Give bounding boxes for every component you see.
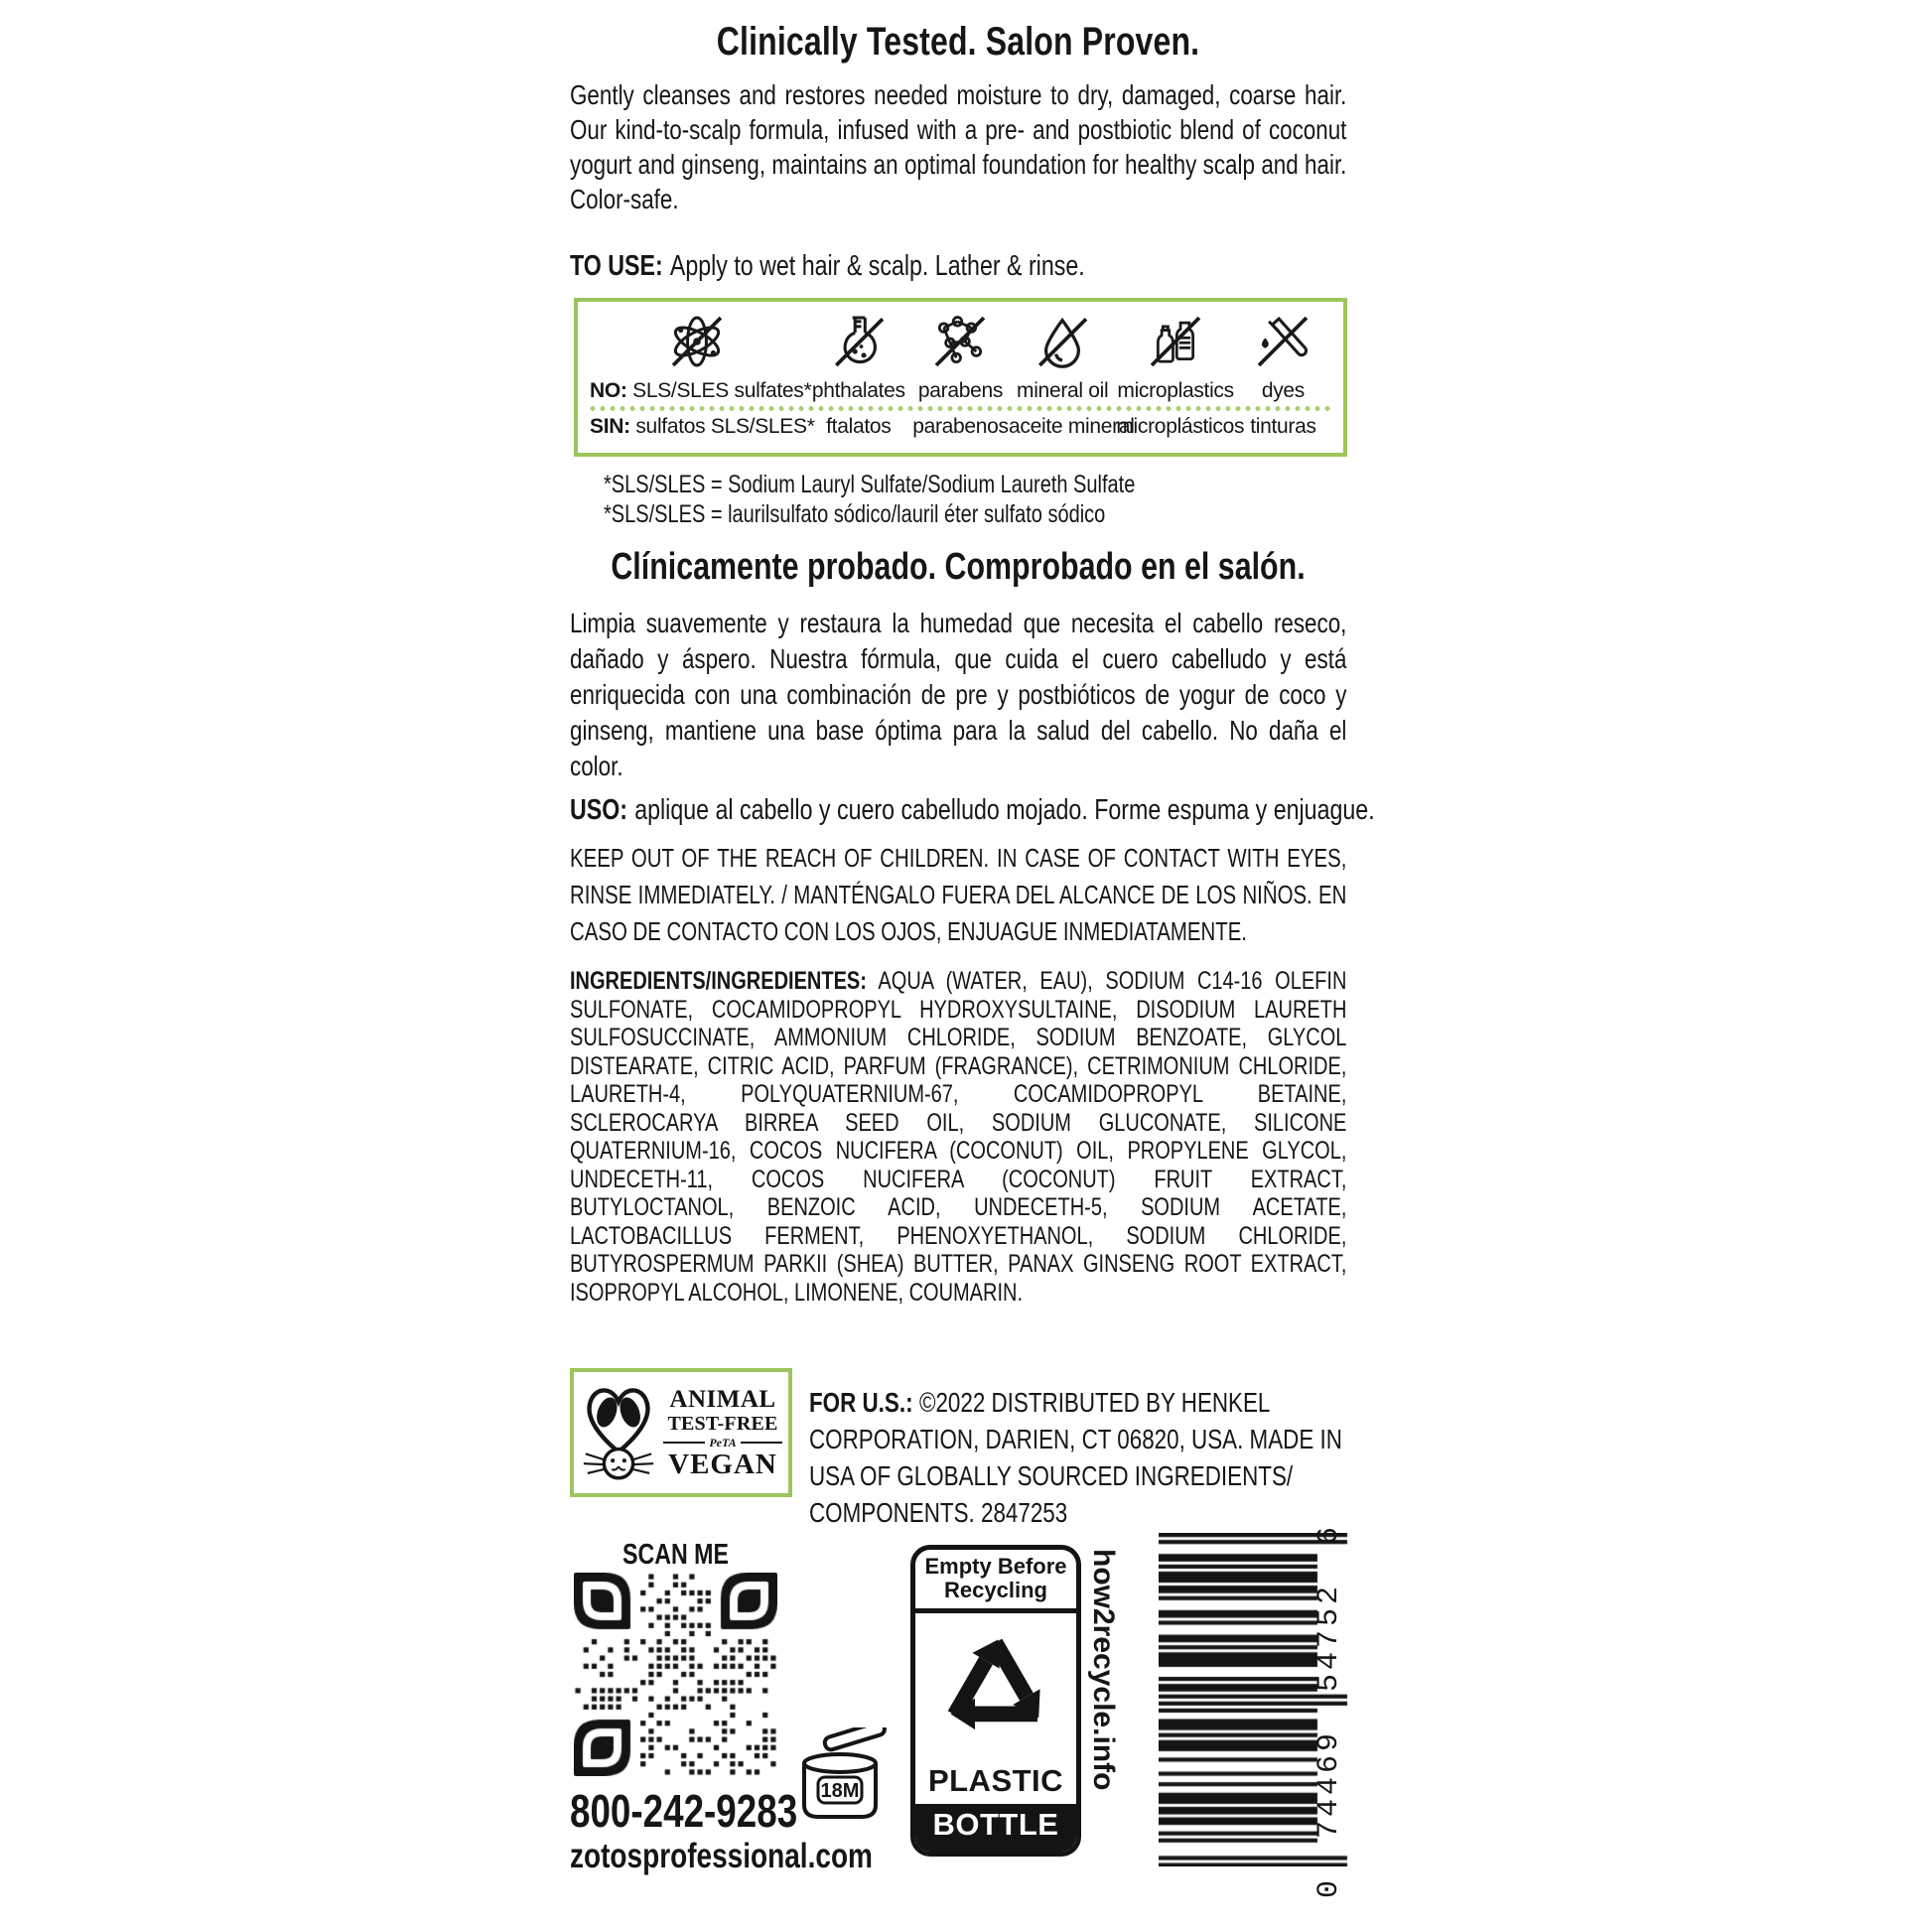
- how2recycle-url: how2recycle.info: [1087, 1549, 1120, 1791]
- distribution-statement: [809, 1384, 1349, 1531]
- claim-phthalates-es: ftalatos: [826, 415, 892, 438]
- website-url: zotosprofessional.com: [570, 1837, 873, 1875]
- no-label: NO:: [590, 379, 627, 402]
- scan-me-label: SCAN ME: [622, 1539, 729, 1571]
- peta-divider: [663, 1437, 782, 1449]
- animal-label: ANIMAL: [669, 1385, 776, 1413]
- qr-code: [574, 1573, 777, 1776]
- bottles-icon: [1116, 313, 1235, 370]
- free-from-icons-row: [590, 309, 1331, 374]
- ingredients-text: AQUA (WATER, EAU), SODIUM C14-16 OLEFIN SULFONATE, COCAMIDOPROPYL HYDROXYSULTAINE, DISODIUM LAURETH SULFOSUCCINATE, AMMONIUM CHLORIDE, SODIUM BENZOATE, GLYCOL DISTEARATE, CITRIC ACID, PARFUM (FRAGRANCE), CETRIMONIUM CHLORIDE, LAURETH-4, POLYQUATERNIUM-67, COCAMIDOPROPYL BETAINE, SCLEROCARYA BIRREA SEED OIL, SODIUM GLUCONATE, SILICONE QUATERNIUM-16, COCOS NUCIFERA (COCONUT) OIL, PROPYLENE GLYCOL, UNDECETH-11, COCOS NUCIFERA (COCONUT) FRUIT EXTRACT, BUTYLOCTANOL, BENZOIC ACID, UNDECETH-5, SODIUM ACETATE, LACTOBACILLUS FERMENT, PHENOXYETHANOL, SODIUM CHLORIDE, BUTYROSPERMUM PARKII (SHEA) BUTTER, PANAX GINSENG ROOT EXTRACT, ISOPROPYL ALCOHOL, LIMONENE, COUMARIN.: [570, 967, 1347, 1307]
- peta-bunny-icon: [580, 1376, 657, 1490]
- phone-number: 800-242-9283: [570, 1785, 798, 1837]
- upc-digits: 0 74469 54752 6: [1312, 1522, 1346, 1898]
- test-tube-icon: [1235, 313, 1331, 370]
- claim-microplastics-es: microplásticos: [1116, 415, 1245, 438]
- droplet-icon: [1009, 313, 1116, 370]
- ingredients-label: INGREDIENTS/INGREDIENTES:: [570, 967, 867, 995]
- claim-mineral-oil-en: mineral oil: [1017, 379, 1109, 402]
- free-from-spanish-row: [590, 415, 1331, 439]
- dotted-divider: [588, 405, 1333, 412]
- recycle-symbol-icon: [915, 1613, 1076, 1763]
- form-bottle-label: BOTTLE: [915, 1804, 1076, 1852]
- caution-statement: KEEP OUT OF THE REACH OF CHILDREN. IN CASE OF CONTACT WITH EYES, RINSE IMMEDIATELY. / MANTÉNGALO FUERA DEL ALCANCE DE LOS NIÑOS. EN CASO DE CONTACTO CON LOS OJOS, ENJUAGUE INMEDIATAMENTE.: [570, 845, 1347, 946]
- claim-sulfates-en: NO: SLS/SLES sulfates*: [590, 379, 812, 402]
- spanish-claim-title: Clínicamente probado. Comprobado en el salón.: [611, 546, 1306, 588]
- uso-line: [570, 794, 1375, 827]
- spanish-description: Limpia suavemente y restaura la humedad que necesita el cabello reseco, dañado y áspero. Nuestra fórmula, que cuida el cuero cabelludo y está enriquecida con una combinación de pre y postbióticos de yogur de coco y ginseng, mantiene una base óptima para la salud del cabello. No daña el color.: [570, 608, 1347, 781]
- english-claim-title: Clinically Tested. Salon Proven.: [716, 20, 1200, 64]
- to-use-text: Apply to wet hair & scalp. Lather & rinse.: [669, 250, 1085, 282]
- claim-sulfates-es: SIN: sulfatos SLS/SLES*: [590, 415, 815, 438]
- atom-icon: [590, 313, 805, 370]
- claim-microplastics-en: microplastics: [1117, 379, 1234, 402]
- claim-phthalates-en: phthalates: [811, 379, 905, 402]
- sls-footnote-spanish: *SLS/SLES = laurilsulfato sódico/lauril éter sulfato sódico: [604, 500, 1106, 528]
- empty-before-recycling-label: Empty Before Recycling: [915, 1550, 1076, 1613]
- how2recycle-label: [910, 1545, 1081, 1857]
- flask-icon: [805, 313, 912, 370]
- claim-parabens-es: parabenos: [912, 415, 1009, 438]
- claim-mineral-oil-es: aceite mineral: [1009, 415, 1135, 438]
- material-plastic-label: PLASTIC: [927, 1763, 1064, 1798]
- to-use-label: TO USE:: [570, 250, 663, 282]
- molecule-icon: [912, 313, 1009, 370]
- vegan-label: VEGAN: [668, 1448, 777, 1480]
- pao-18m-text: 18M: [820, 1780, 860, 1802]
- sls-footnote-english: *SLS/SLES = Sodium Lauryl Sulfate/Sodium Laureth Sulfate: [604, 471, 1136, 498]
- test-free-label: TEST-FREE: [667, 1412, 778, 1435]
- peta-badge-text: [657, 1387, 788, 1479]
- how2recycle-url-wrap: [1086, 1549, 1120, 1891]
- claim-parabens-en: parabens: [917, 379, 1004, 402]
- for-us-text: ©2022 DISTRIBUTED BY HENKEL CORPORATION, DARIEN, CT 06820, USA. MADE IN USA OF GLOBALLY SOURCED INGREDIENTS/ COMPONENTS. 2847253: [809, 1387, 1342, 1528]
- pao-18m-icon: [794, 1727, 894, 1832]
- free-from-english-row: [590, 379, 1331, 403]
- for-us-label: FOR U.S.:: [809, 1387, 913, 1418]
- uso-text: aplique al cabello y cuero cabelludo mojado. Forme espuma y enjuague.: [634, 794, 1375, 826]
- ingredients-list: [570, 967, 1346, 1307]
- sin-label: SIN:: [590, 415, 630, 438]
- english-description: Gently cleanses and restores needed moisture to dry, damaged, coarse hair. Our kind-to-scalp formula, infused with a pre- and postbiotic blend of coconut yogurt and ginseng, maintains an optimal foundation for healthy scalp and hair. Color-safe.: [570, 79, 1347, 214]
- peta-vegan-badge: [570, 1368, 792, 1497]
- claim-dyes-en: dyes: [1261, 379, 1306, 402]
- claim-dyes-es: tinturas: [1250, 415, 1316, 438]
- peta-label: PeTA: [709, 1435, 737, 1449]
- upc-digits-wrap: [1312, 1501, 1348, 1898]
- uso-label: USO:: [570, 794, 627, 826]
- free-from-claims-box: [574, 298, 1347, 457]
- to-use-line: [570, 250, 1085, 283]
